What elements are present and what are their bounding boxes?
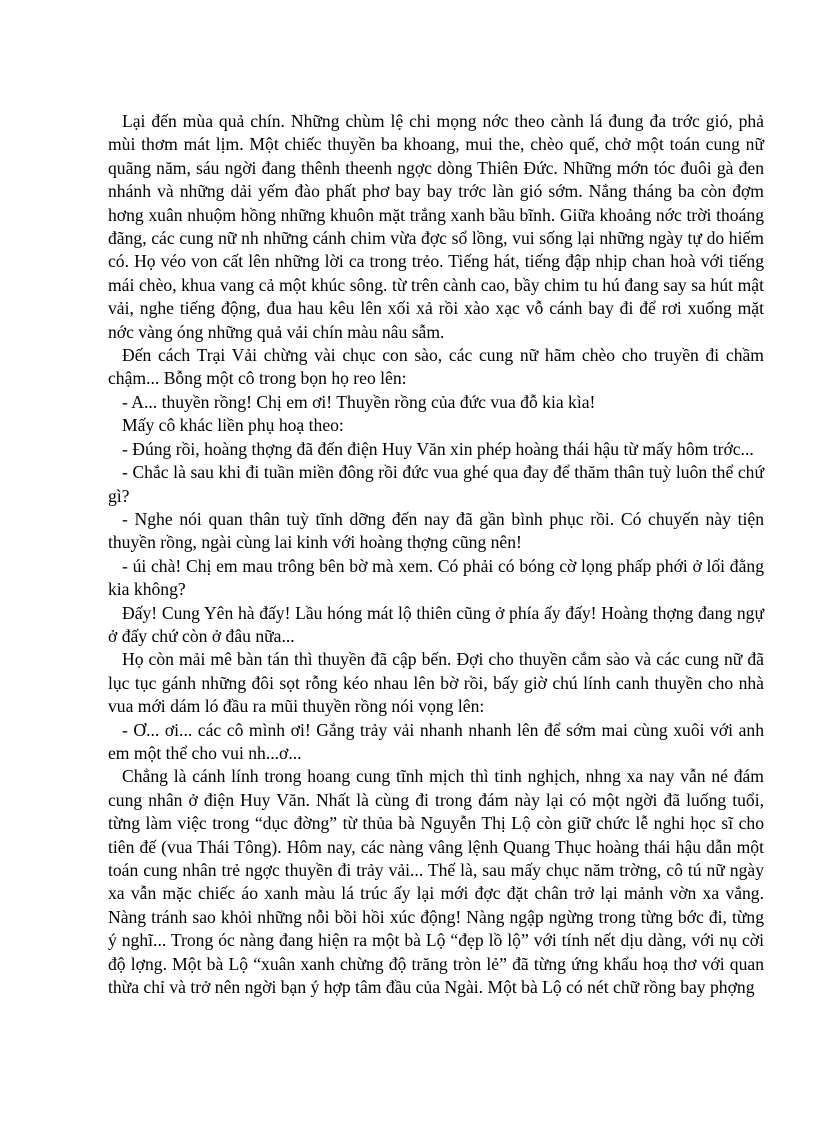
paragraph: Chẳng là cánh lính trong hoang cung tĩnh mịch thì tinh nghịch, nhng xa nay vẫn né đám cung nhân ở điện Huy Văn. Nhất là cùng đi trong đám này lại có một ngời đã luống tuổi, từng làm việc trong “dục đờng” từ thủa bà Nguyễn Thị Lộ còn giữ chức lễ nghi học sĩ cho tiên đế (vua Thái Tông). Hôm nay, các nàng vâng lệnh Quang Thục hoàng thái hậu dẫn một toán cung nhân trẻ ngợc thuyền đi trảy vải... Thế là, sau mấy chục năm trờng, cô tú nữ ngày xa vẫn mặc chiếc áo xanh màu lá trúc ấy lại mới đợc đặt chân trở lại mảnh vờn xa vắng. Nàng tránh sao khỏi những nỗi bồi hồi xúc động! Nàng ngập ngừng trong từng bớc đi, từng ý nghĩ... Trong óc nàng đang hiện ra một bà Lộ “đẹp lồ lộ” với tính nết dịu dàng, với nụ cời độ lợng. Một bà Lộ “xuân xanh chừng độ trăng tròn lẻ” đã từng ứng khẩu hoạ thơ với quan thừa chỉ và trở nên ngời bạn ý hợp tâm đầu của Ngài. Một bà Lộ có nét chữ rồng bay phợng xyxy=(108,766,764,998)
dialogue-line: - Nghe nói quan thân tuỳ tĩnh dỡng đến nay đã gần bình phục rồi. Có chuyến này tiện thuyền rồng, ngài cùng lai kinh với hoàng thợng cũng nên! xyxy=(108,508,764,553)
dialogue-line: - A... thuyền rồng! Chị em ơi! Thuyền rồng của đức vua đỗ kia kìa! xyxy=(122,391,596,412)
paragraph: Đến cách Trại Vải chừng vài chục con sào, các cung nữ hãm chèo cho truyền đi chầm chậm... Bỗng một cô trong bọn họ reo lên: xyxy=(108,345,764,389)
dialogue-line: Đấy! Cung Yên hà đấy! Lầu hóng mát lộ thiên cũng ở phía ấy đấy! Hoàng thợng đang ngự ở đấy chứ còn ở đâu nữa... xyxy=(108,602,764,646)
dialogue-line: - Chắc là sau khi đi tuần miền đông rồi đức vua ghé qua đay để thăm thân tuỳ luôn thể chứ gì? xyxy=(108,462,764,506)
dialogue-line: - Đúng rồi, hoàng thợng đã đến điện Huy Văn xin phép hoàng thái hậu từ mấy hôm trớc... xyxy=(122,438,754,459)
document-page xyxy=(108,110,764,999)
dialogue-line: - úi chà! Chị em mau trông bên bờ mà xem. Có phải có bóng cờ lọng phấp phới ở lối đằng kia không? xyxy=(108,555,764,600)
paragraph: Lại đến mùa quả chín. Những chùm lệ chi mọng nớc theo cành lá đung đa trớc gió, phả mùi thơm mát lịm. Một chiếc thuyền ba khoang, mui the, chèo quế, chở một toán cung nữ quãng năm, sáu ngời đang thênh theenh ngợc dòng Thiên Đức. Những mớn tóc đuôi gà đen nhánh và những dải yếm đào phất phơ bay bay trớc làn gió sớm. Nắng tháng ba còn đợm hơng xuân nhuộm hồng những khuôn mặt trắng xanh bầu bĩnh. Giữa khoảng nớc trời thoáng đãng, các cung nữ nh những cánh chim vừa đợc sổ lồng, vui sống lại những ngày tự do hiếm có. Họ véo von cất lên những lời ca trong trẻo. Tiếng hát, tiếng đập nhịp chan hoà với tiếng mái chèo, khua vang cả một khúc sông. từ trên cành cao, bầy chim tu hú đang say sa hút mật vải, nghe tiếng động, đua hau kêu lên xối xả rồi xào xạc vỗ cánh bay đi để rơi xuống mặt nớc vàng óng những quả vải chín màu nâu sẫm. xyxy=(108,111,764,342)
paragraph: Họ còn mải mê bàn tán thì thuyền đã cập bến. Đợi cho thuyền cắm sào và các cung nữ đã lục tục gánh những đôi sọt rỗng kéo nhau lên bờ rồi, bấy giờ chú lính canh thuyền cho nhà vua mới dám ló đầu ra mũi thuyền rồng nói vọng lên: xyxy=(108,649,764,717)
paragraph: Mấy cô khác liền phụ hoạ theo: xyxy=(122,415,344,436)
dialogue-line: - Ơ... ơi... các cô mình ơi! Gắng trảy vải nhanh nhanh lên để sớm mai cùng xuôi với anh em một thể cho vui nh...ơ... xyxy=(108,719,764,763)
